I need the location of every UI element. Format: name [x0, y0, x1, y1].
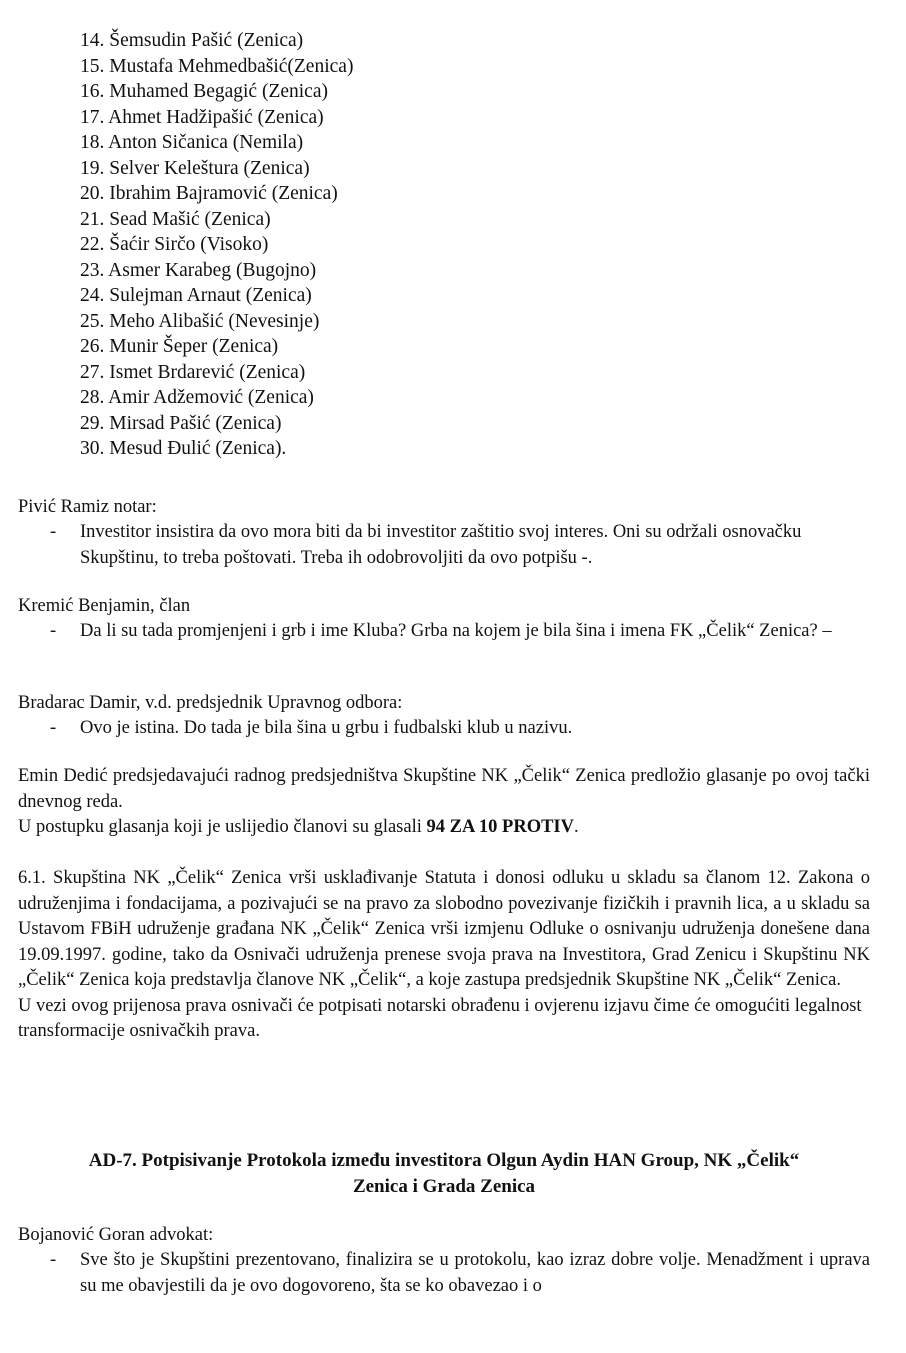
speaker-name: Bradarac Damir, v.d. predsjednik Upravnog odbora:	[18, 693, 403, 713]
list-item: 30. Mesud Đulić (Zenica).	[80, 438, 287, 459]
statement-bullet	[18, 520, 870, 571]
statement-text: Ovo je istina. Do tada je bila šina u grbu i fudbalski klub u nazivu.	[80, 718, 573, 738]
list-item: 15. Mustafa Mehmedbašić(Zenica)	[80, 55, 354, 77]
list-item: 22. Šaćir Sirčo (Visoko)	[80, 234, 269, 255]
list-item: 20. Ibrahim Bajramović (Zenica)	[80, 183, 338, 204]
vote-result-text	[18, 815, 870, 841]
dash-bullet: -	[50, 718, 57, 738]
list-item: 16. Muhamed Begagić (Zenica)	[80, 81, 328, 102]
dash-bullet: -	[50, 522, 57, 542]
speaker-name: Kremić Benjamin, član	[18, 596, 191, 616]
list-item: 18. Anton Sičanica (Nemila)	[80, 132, 304, 153]
statement-text: Da li su tada promjenjeni i grb i ime Kluba? Grba na kojem je bila šina i imena FK „Čelik“ Zenica? –	[80, 621, 832, 641]
decision-paragraph	[18, 866, 870, 1045]
list-item: 24. Sulejman Arnaut (Zenica)	[80, 285, 312, 306]
statement-bojanovic	[18, 1222, 870, 1299]
agenda-heading	[18, 1148, 870, 1200]
speaker-name: Pivić Ramiz notar:	[18, 497, 157, 517]
vote-paragraph	[18, 764, 870, 841]
list-item: 23. Asmer Karabeg (Bugojno)	[80, 259, 317, 281]
list-item: 17. Ahmet Hadžipašić (Zenica)	[80, 106, 324, 128]
agenda-heading-line1: AD-7. Potpisivanje Protokola između investitora Olgun Aydin HAN Group, NK „Čelik“	[88, 1150, 800, 1171]
vote-result-suffix: .	[574, 817, 579, 837]
list-item: 29. Mirsad Pašić (Zenica)	[80, 412, 282, 434]
list-item: 25. Meho Alibašić (Nevesinje)	[80, 310, 320, 332]
vote-proposal-text: Emin Dedić predsjedavajući radnog predsjedništva Skupštine NK „Čelik“ Zenica predložio glasanje po ovoj tački dnevnog reda.	[18, 766, 870, 812]
statement-bradarac	[18, 690, 870, 742]
statement-text: Sve što je Skupštini prezentovano, finalizira se u protokolu, kao izraz dobre volje. Menadžment i uprava su me obavjestili da je ovo dogovoreno, šta se ko obavezao i o	[80, 1250, 870, 1296]
statement-pivic	[18, 494, 870, 571]
decision-text: 6.1. Skupština NK „Čelik“ Zenica vrši usklađivanje Statuta i donosi odluku u skladu sa članom 12. Zakona o udruženjima i fondacijama, a pozivajući se na pravo za slobodno povezivanje fizičkih i pravnih lica, a u skladu sa Ustavom FBiH udruženje građana NK „Čelik“ Zenica vrši izmjenu Odluke o osnivanju udruženja donešene dana 19.09.1997. godine, tako da Osnivači udruženja prenese svoja prava na Investitora, Grad Zenicu i Skupštinu NK „Čelik“ Zenica koja predstavlja članove NK „Čelik“, a koje zastupa predsjednik Skupštine NK „Čelik“ Zenica.	[18, 868, 870, 990]
statement-bullet	[18, 716, 870, 742]
list-item: 21. Sead Mašić (Zenica)	[80, 208, 271, 230]
speaker-name: Bojanović Goran advokat:	[18, 1225, 214, 1245]
dash-bullet: -	[50, 1250, 57, 1270]
list-item: 26. Munir Šeper (Zenica)	[80, 336, 279, 357]
list-item: 27. Ismet Brdarević (Zenica)	[80, 361, 306, 383]
dash-bullet: -	[50, 621, 57, 641]
attendee-list	[80, 28, 353, 462]
statement-kremic	[18, 593, 870, 645]
list-item: 19. Selver Keleštura (Zenica)	[80, 157, 310, 179]
statement-text: Investitor insistira da ovo mora biti da bi investitor zaštitio svoj interes. Oni su održali osnovačku Skupštinu, to treba poštovati. Treba ih odobrovoljiti da ovo potpišu -.	[80, 522, 802, 568]
vote-result-prefix: U postupku glasanja koji je uslijedio članovi su glasali	[18, 817, 427, 837]
vote-result-count: 94 ZA 10 PROTIV	[426, 817, 574, 837]
decision-text-continued: U vezi ovog prijenosa prava osnivači će potpisati notarski obrađenu i ovjerenu izjavu čime će omogućiti legalnost transformacije osnivačkih prava.	[18, 995, 862, 1041]
list-item: 28. Amir Adžemović (Zenica)	[80, 387, 314, 408]
list-item: 14. Šemsudin Pašić (Zenica)	[80, 30, 304, 51]
statement-bullet	[18, 619, 870, 645]
statement-bullet	[18, 1248, 870, 1299]
agenda-heading-line2: Zenica i Grada Zenica	[352, 1176, 536, 1197]
